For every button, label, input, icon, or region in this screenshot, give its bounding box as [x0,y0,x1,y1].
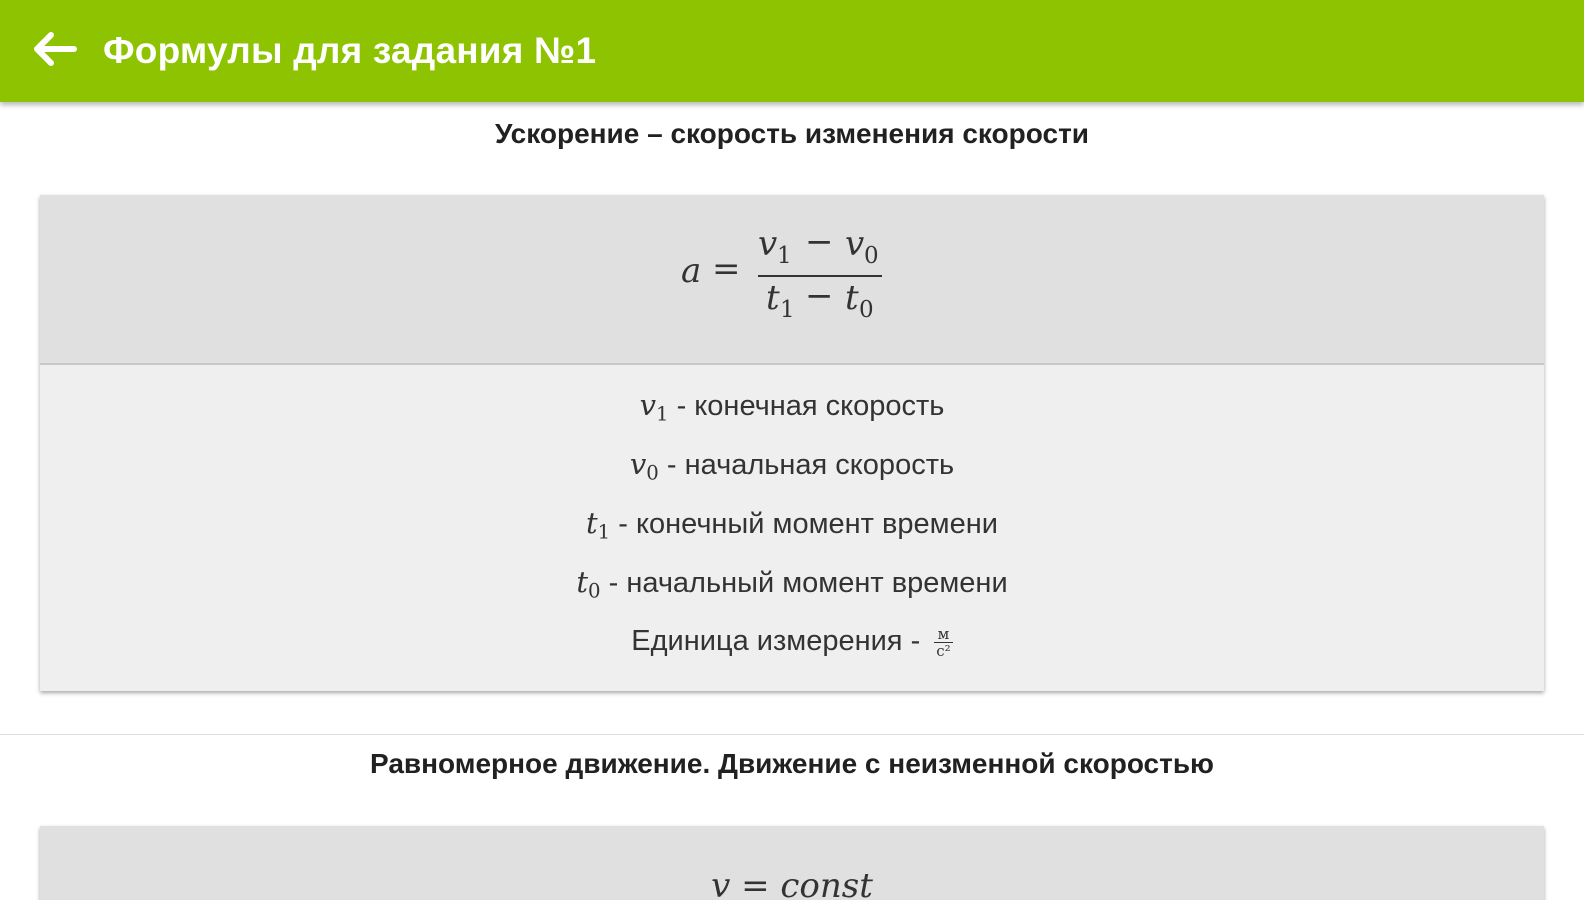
numerator-v1: v [758,224,778,264]
unit-label: Единица измерения - [631,625,929,657]
denominator-t1-sub: 1 [780,297,795,323]
uniform-motion-formula: v = const [711,866,873,900]
formula-lhs: a [681,251,702,291]
section-title-uniform-motion: Равномерное движение. Движение с неизменной скоростью [370,748,1214,779]
unit-fraction: $\frac{м}{\text{с²}}$ [936,624,951,660]
legend-item: $t_0$ - начальный момент времени [576,565,1008,603]
arrow-left-icon [33,32,77,71]
page-title: Формулы для задания №1 [103,30,597,71]
back-button[interactable] [26,25,84,77]
unit-line [40,621,1544,661]
numerator-v1-sub: 1 [777,243,792,269]
section-title-acceleration: Ускорение – скорость изменения скорости [494,118,1089,149]
denominator-t0: t [845,278,859,318]
legend-item: $v_0$ - начальная скорость [629,447,955,485]
denominator-minus: − [805,276,834,316]
section-divider [0,734,1584,735]
formula-card-acceleration [40,195,1544,691]
formula-panel [40,195,1544,365]
acceleration-formula [40,195,1544,363]
formula-card-uniform-motion [40,826,1544,900]
legend-item: $t_1$ - конечный момент времени [586,506,998,544]
legend-item: $v_1$ - конечная скорость [639,388,945,426]
numerator-v0-sub: 0 [864,243,879,269]
numerator-minus: − [805,222,834,262]
denominator-t0-sub: 0 [859,297,874,323]
denominator-t1: t [766,278,780,318]
numerator-v0: v [845,224,865,264]
formulas-content[interactable] [0,102,1584,900]
legend-panel [40,365,1544,691]
formula-equals: = [712,249,741,289]
app-bar [0,0,1584,102]
